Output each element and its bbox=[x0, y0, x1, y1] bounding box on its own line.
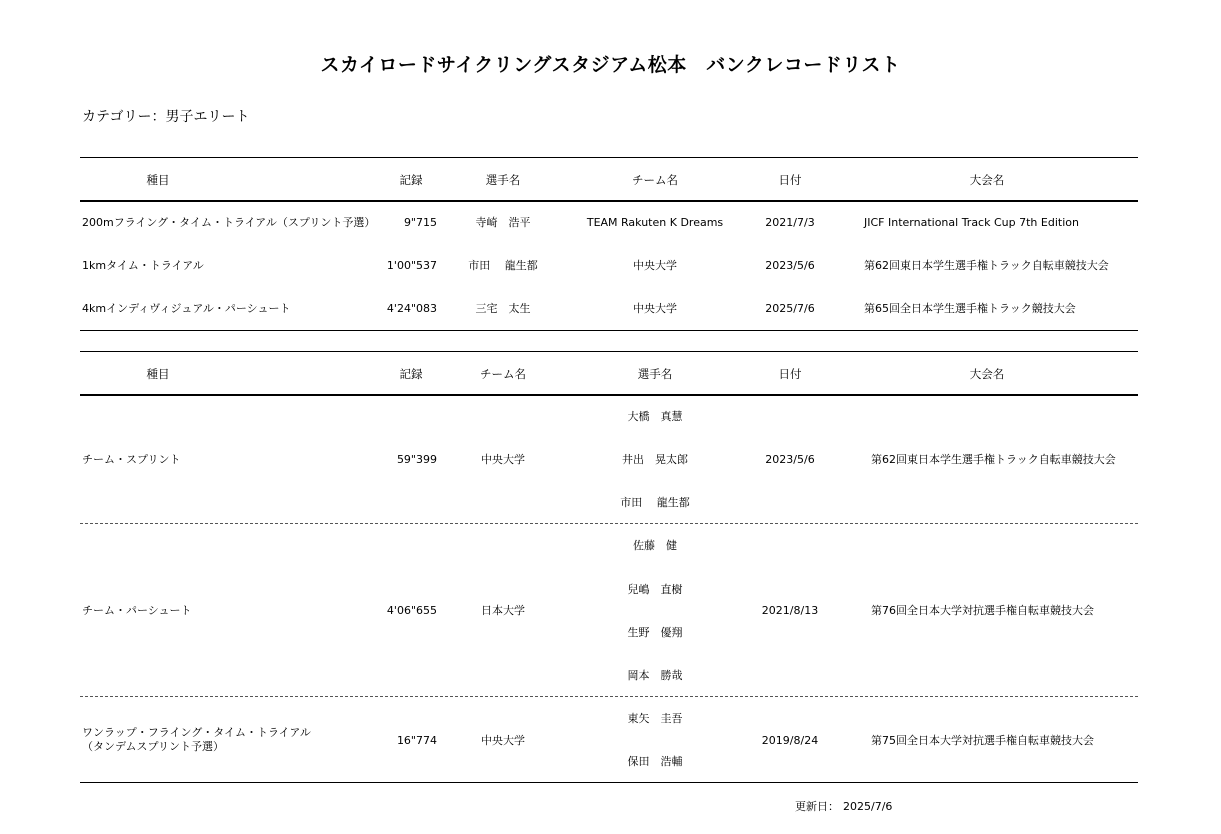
t2-header-team: チーム名 bbox=[480, 367, 526, 381]
table-row-date: 2023/5/6 bbox=[765, 453, 815, 466]
table-row-record: 4'24"083 bbox=[386, 302, 437, 315]
updated-label: 更新日： bbox=[795, 800, 839, 813]
table2-bottom-rule bbox=[80, 782, 1138, 783]
category-label: カテゴリー：男子エリート bbox=[82, 109, 250, 125]
table-row-event: ワンラップ・フライング・タイム・トライアル bbox=[82, 726, 311, 739]
table1-top-rule bbox=[80, 157, 1138, 158]
table-row-rider: 市田 龍生都 bbox=[620, 496, 690, 509]
table-row-team: 日本大学 bbox=[481, 604, 525, 617]
updated-value: 2025/7/6 bbox=[843, 800, 893, 813]
table-row-event: チーム・スプリント bbox=[82, 453, 181, 466]
table-row-rider: 井出 晃太郎 bbox=[622, 453, 688, 466]
table-row-team: 中央大学 bbox=[481, 453, 525, 466]
row-divider bbox=[80, 523, 1138, 524]
table-row-record: 16"774 bbox=[396, 734, 437, 747]
table-row-team: TEAM Rakuten K Dreams bbox=[586, 216, 724, 229]
table-row-event-sub: （タンデムスプリント予選） bbox=[82, 740, 225, 753]
row-divider bbox=[80, 696, 1138, 697]
table-row-date: 2019/8/24 bbox=[761, 734, 819, 747]
table-row-competition: 第62回東日本学生選手権トラック自転車競技大会 bbox=[864, 259, 1109, 272]
table-row-competition: 第75回全日本大学対抗選手権自転車競技大会 bbox=[871, 734, 1094, 747]
table-row-rider: 市田 龍生都 bbox=[468, 259, 538, 272]
table-row-competition: 第65回全日本学生選手権トラック競技大会 bbox=[864, 302, 1076, 315]
table-row-team: 中央大学 bbox=[633, 302, 677, 315]
table-row-record: 9"715 bbox=[403, 216, 437, 229]
t2-header-competition: 大会名 bbox=[969, 367, 1005, 381]
table-row-competition: JICF International Track Cup 7th Edition bbox=[864, 216, 1079, 229]
t1-header-competition: 大会名 bbox=[969, 173, 1005, 187]
table-row-team: 中央大学 bbox=[633, 259, 677, 272]
table-row-rider: 寺崎 浩平 bbox=[475, 216, 531, 229]
table-row-date: 2021/7/3 bbox=[765, 216, 815, 229]
table1-header-rule bbox=[80, 200, 1138, 202]
table-row-date: 2023/5/6 bbox=[765, 259, 815, 272]
table-row-rider: 兒嶋 直樹 bbox=[627, 583, 683, 596]
t2-header-event: 種目 bbox=[146, 367, 170, 381]
table-row-rider: 佐藤 健 bbox=[633, 539, 677, 552]
page-title: スカイロードサイクリングスタジアム松本 バンクレコードリスト bbox=[320, 54, 901, 76]
table-row-event: チーム・パーシュート bbox=[82, 604, 192, 617]
table1-bottom-rule bbox=[80, 330, 1138, 331]
table-row-rider: 保田 浩輔 bbox=[627, 755, 683, 768]
table2-header-rule bbox=[80, 394, 1138, 396]
table-row-event: 200mフライング・タイム・トライアル（スプリント予選） bbox=[82, 216, 376, 229]
table-row-date: 2025/7/6 bbox=[765, 302, 815, 315]
t2-header-date: 日付 bbox=[778, 367, 802, 381]
table-row-team: 中央大学 bbox=[481, 734, 525, 747]
table-row-rider: 大橋 真慧 bbox=[627, 410, 683, 423]
t1-header-team: チーム名 bbox=[632, 173, 678, 187]
t2-header-record: 記録 bbox=[399, 367, 423, 381]
table-row-rider: 三宅 太生 bbox=[475, 302, 531, 315]
t1-header-date: 日付 bbox=[778, 173, 802, 187]
table-row-competition: 第76回全日本大学対抗選手権自転車競技大会 bbox=[871, 604, 1094, 617]
table-row-date: 2021/8/13 bbox=[761, 604, 819, 617]
table2-top-rule bbox=[80, 351, 1138, 352]
t2-header-riders: 選手名 bbox=[637, 367, 673, 381]
table-row-record: 1'00"537 bbox=[386, 259, 437, 272]
table-row-competition: 第62回東日本学生選手権トラック自転車競技大会 bbox=[871, 453, 1116, 466]
updated-date bbox=[795, 798, 892, 814]
t1-header-record: 記録 bbox=[399, 173, 423, 187]
table-row-rider: 東矢 圭吾 bbox=[627, 712, 683, 725]
table-row-record: 59"399 bbox=[396, 453, 437, 466]
t1-header-event: 種目 bbox=[146, 173, 170, 187]
t1-header-rider: 選手名 bbox=[485, 173, 521, 187]
table-row-event: 4kmインディヴィジュアル・パーシュート bbox=[82, 302, 291, 315]
table-row-event: 1kmタイム・トライアル bbox=[82, 259, 204, 272]
table-row-rider: 岡本 勝哉 bbox=[627, 669, 683, 682]
table-row-rider: 生野 優翔 bbox=[627, 626, 683, 639]
table-row-record: 4'06"655 bbox=[386, 604, 437, 617]
